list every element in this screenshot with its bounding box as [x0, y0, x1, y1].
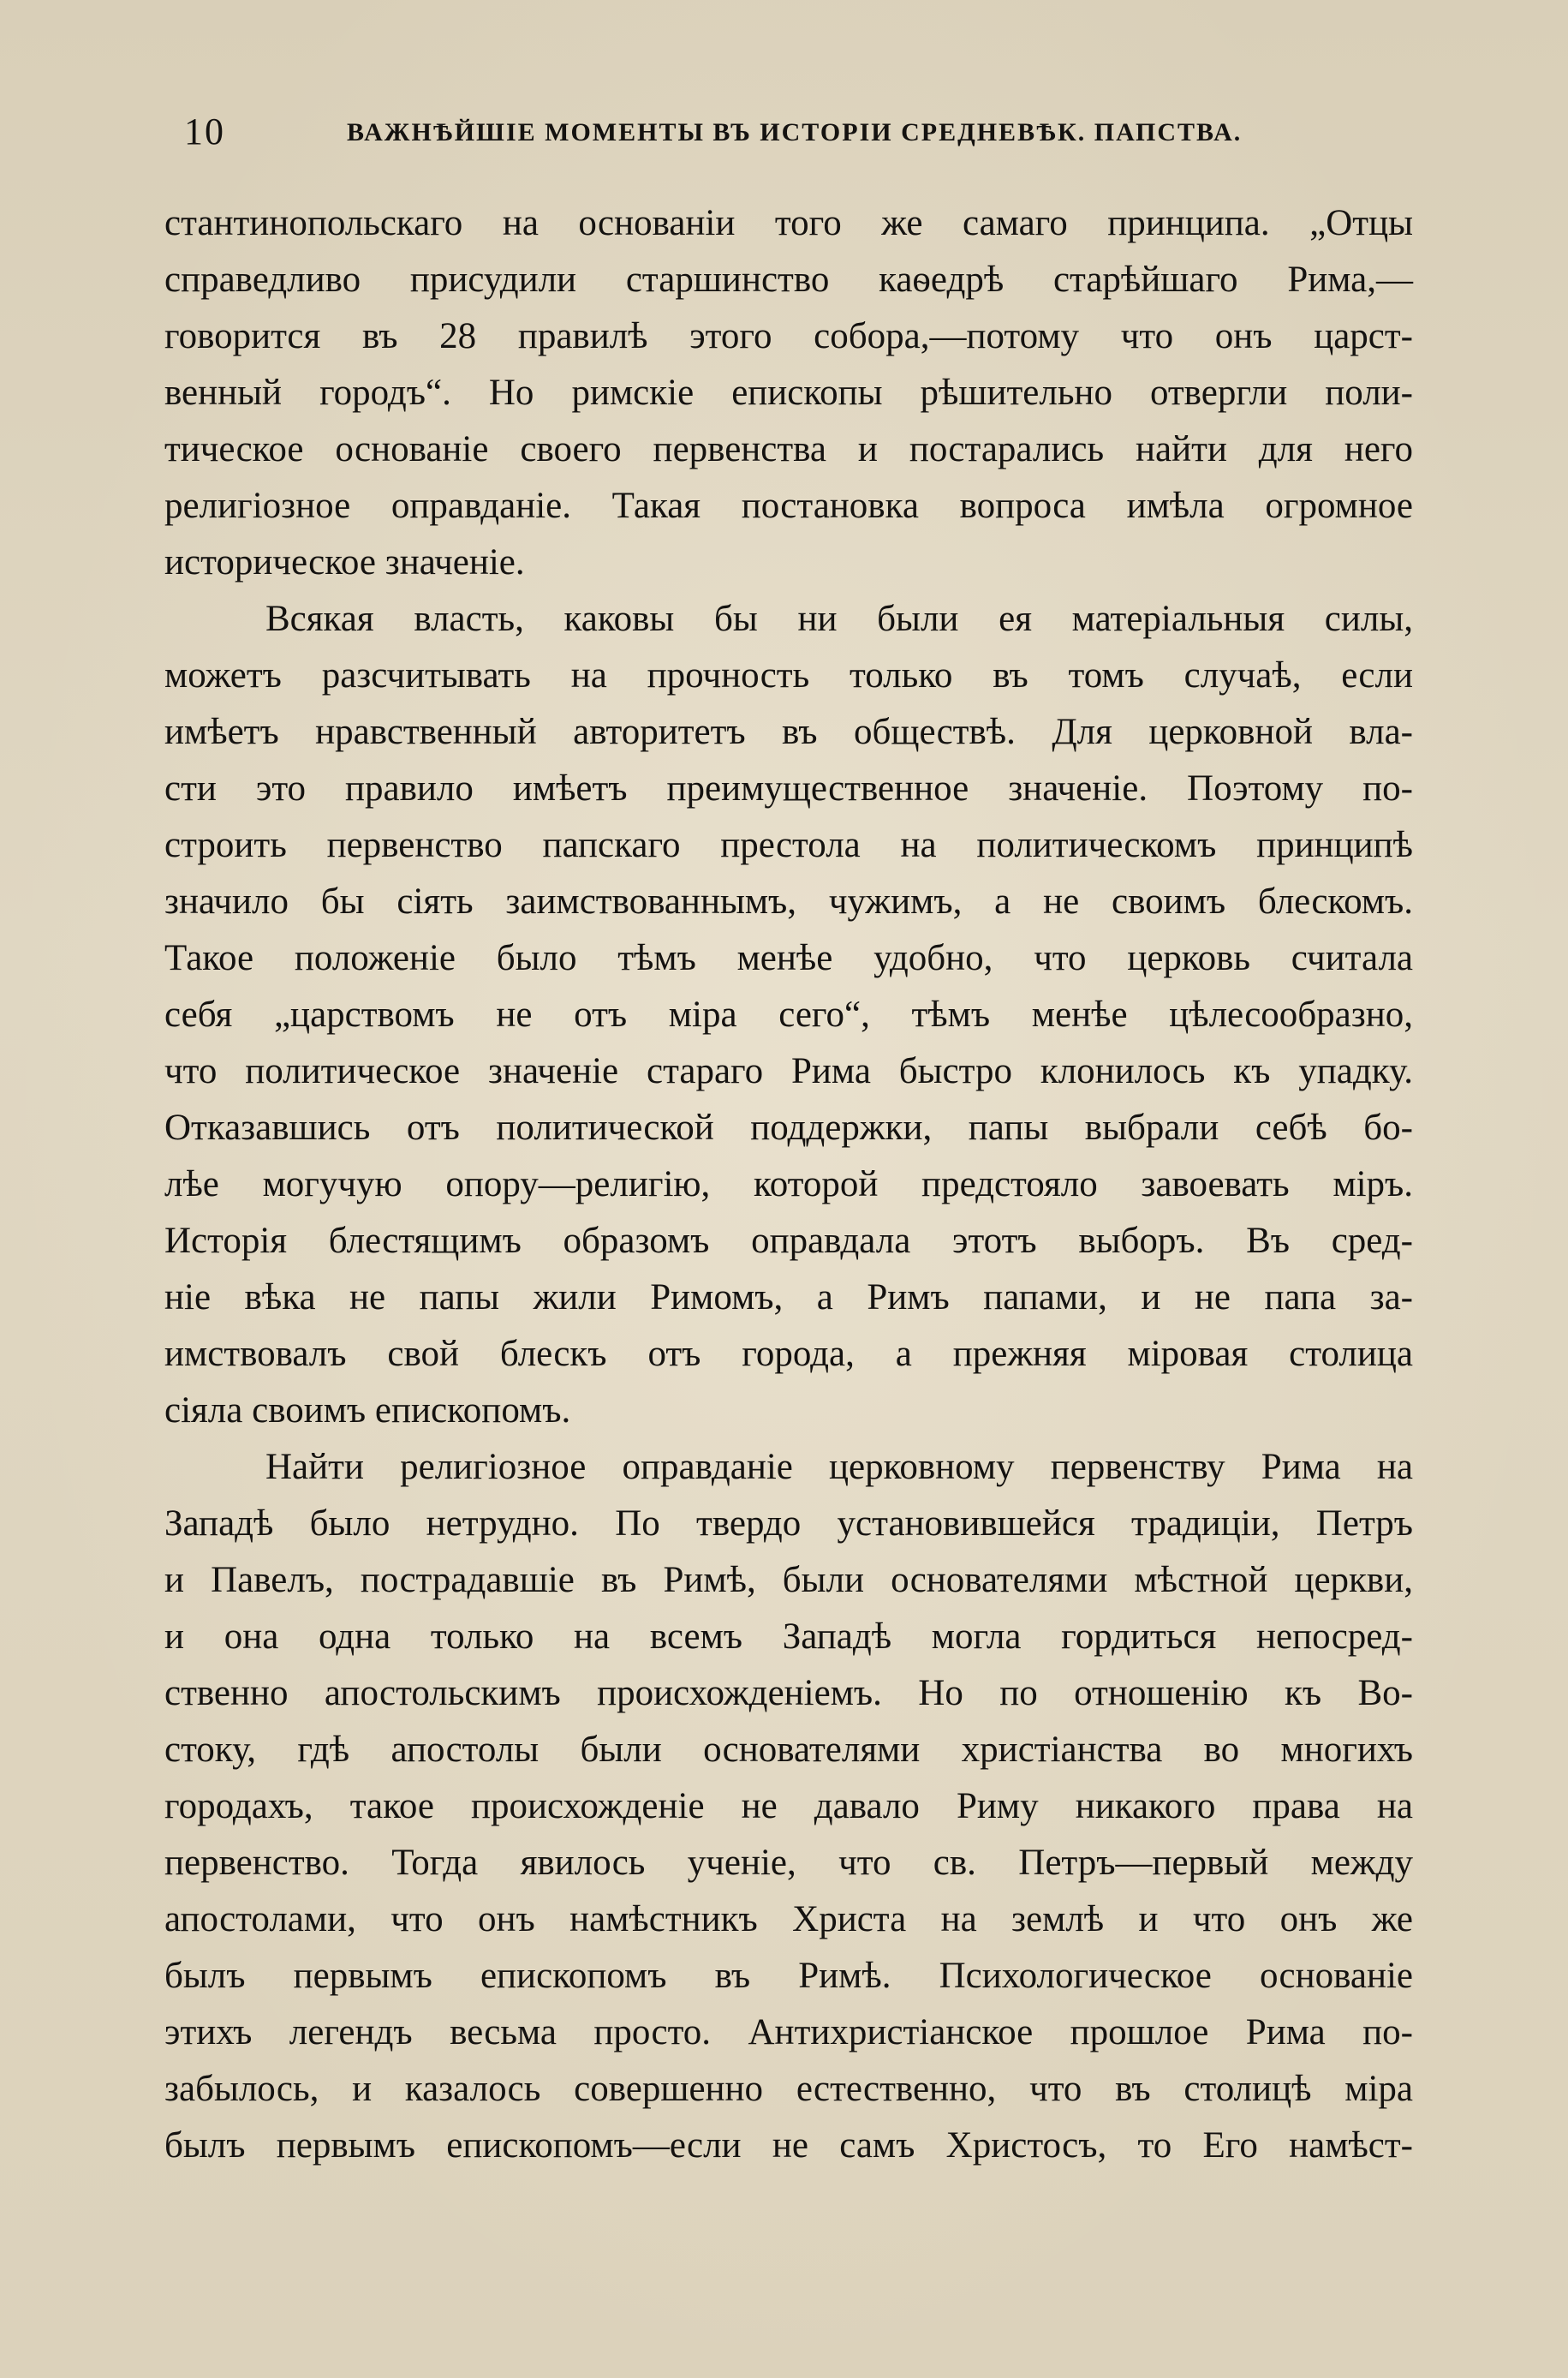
text-line: можетъ разсчитывать на прочность только въ томъ случаѣ, если [164, 655, 1413, 696]
text-line: Западѣ было нетрудно. По твердо установившейся традиціи, Петръ [164, 1503, 1413, 1544]
text-line: имѣетъ нравственный авторитетъ въ обществѣ. Для церковной вла- [164, 712, 1413, 752]
text-line: городахъ, такое происхожденіе не давало Риму никакого права на [164, 1786, 1413, 1826]
text-line: себя „царствомъ не отъ міра сего“, тѣмъ менѣе цѣлесообразно, [164, 995, 1413, 1035]
text-line: былъ первымъ епископомъ—если не самъ Христосъ, то Его намѣст- [164, 2125, 1413, 2166]
text-line: имствовалъ свой блескъ отъ города, а прежняя міровая столица [164, 1334, 1413, 1374]
text-line: справедливо присудили старшинство каѳедрѣ старѣйшаго Рима,— [164, 260, 1413, 300]
text-line: религіозное оправданіе. Такая постановка вопроса имѣла огромное [164, 486, 1413, 526]
text-line: сіяла своимъ епископомъ. [164, 1390, 571, 1431]
text-line: лѣе могучую опору—религію, которой предстояло завоевать міръ. [164, 1164, 1413, 1204]
text-line: говорится въ 28 правилѣ этого собора,—потому что онъ царст- [164, 316, 1413, 356]
body-text [164, 195, 1413, 2174]
text-line: первенство. Тогда явилось ученіе, что св. Петръ—первый между [164, 1843, 1413, 1883]
text-line: венный городъ“. Но римскіе епископы рѣшительно отвергли поли- [164, 373, 1413, 413]
text-line: Всякая власть, каковы бы ни были ея матеріальныя силы, [265, 599, 1413, 639]
page-header [184, 110, 1285, 161]
text-line: этихъ легендъ весьма просто. Антихристіанское прошлое Рима по- [164, 2012, 1413, 2052]
text-line: Исторія блестящимъ образомъ оправдала этотъ выборъ. Въ сред- [164, 1221, 1413, 1261]
text-line: тическое основаніе своего первенства и постарались найти для него [164, 429, 1413, 469]
text-line: и Павелъ, пострадавшіе въ Римѣ, были основателями мѣстной церкви, [164, 1560, 1413, 1600]
text-line: Такое положеніе было тѣмъ менѣе удобно, что церковь считала [164, 938, 1413, 978]
text-line: Отказавшись отъ политической поддержки, папы выбрали себѣ бо- [164, 1108, 1413, 1148]
running-head: ВАЖНѢЙШІЕ МОМЕНТЫ ВЪ ИСТОРІИ СРЕДНЕВѢК. ПАПСТВА. [347, 118, 1243, 146]
text-line: стантинопольскаго на основаніи того же самаго принципа. „Отцы [164, 203, 1413, 243]
text-line: ственно апостольскимъ происхожденіемъ. Но по отношенію къ Во- [164, 1673, 1413, 1713]
text-line: значило бы сіять заимствованнымъ, чужимъ, а не своимъ блескомъ. [164, 881, 1413, 922]
text-line: забылось, и казалось совершенно естественно, что въ столицѣ міра [164, 2069, 1413, 2109]
text-line: ніе вѣка не папы жили Римомъ, а Римъ папами, и не папа за- [164, 1277, 1413, 1317]
text-line: стоку, гдѣ апостолы были основателями христіанства во многихъ [164, 1730, 1413, 1770]
text-line: строить первенство папскаго престола на политическомъ принципѣ [164, 825, 1413, 865]
text-line: сти это правило имѣетъ преимущественное значеніе. Поэтому по- [164, 768, 1413, 809]
text-line: былъ первымъ епископомъ въ Римѣ. Психологическое основаніе [164, 1956, 1413, 1996]
text-line: что политическое значеніе стараго Рима быстро клонилось къ упадку. [164, 1051, 1413, 1091]
page-number: 10 [184, 111, 225, 152]
text-line: апостолами, что онъ намѣстникъ Христа на землѣ и что онъ же [164, 1899, 1413, 1939]
text-line: Найти религіозное оправданіе церковному первенству Рима на [265, 1447, 1413, 1487]
text-line: и она одна только на всемъ Западѣ могла гордиться непосред- [164, 1616, 1413, 1657]
text-line: историческое значеніе. [164, 542, 525, 583]
